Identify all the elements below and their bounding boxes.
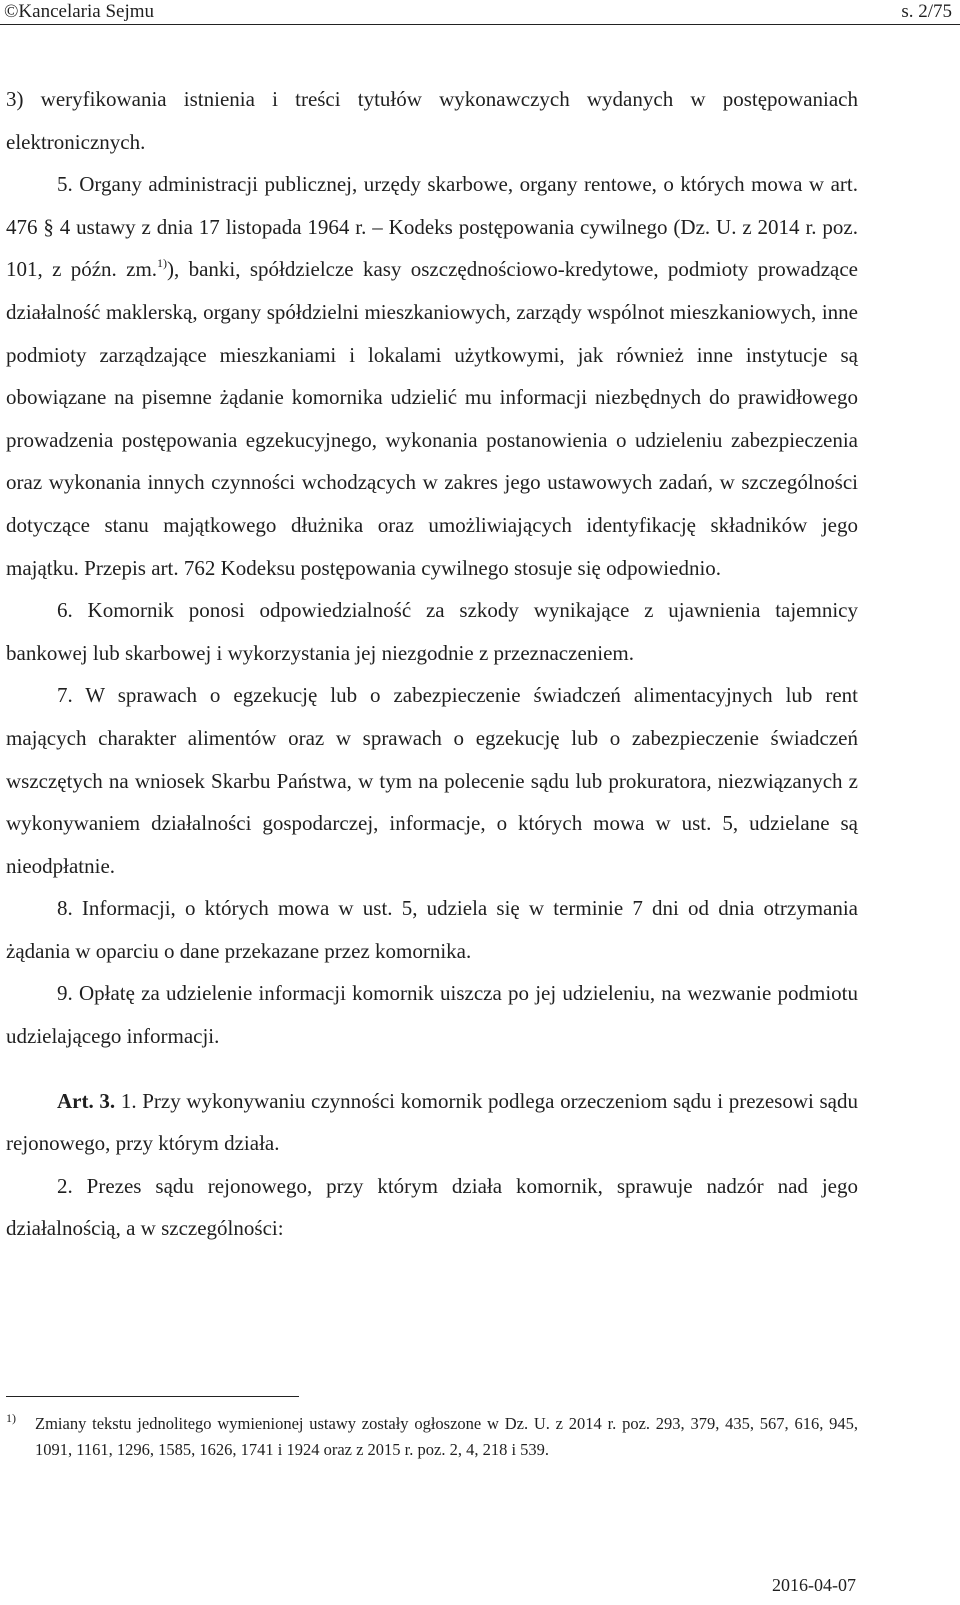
paragraph-5 [6,163,858,589]
footnote [6,1411,858,1463]
publisher-label: ©Kancelaria Sejmu [4,1,155,22]
article-3-paragraph-1 [6,1080,858,1165]
document-date: 2016-04-07 [772,1575,856,1595]
footnote-reference: 1) [157,256,168,271]
paragraph-6: 6. Komornik ponosi odpowiedzialność za szkody wynikające z ujawnienia tajemnicy bankowej lub skarbowej i wykorzystania jej niezgodnie z przeznaczeniem. [6,598,858,665]
article-3-text: 1. Przy wykonywaniu czynności komornik podlega orzeczeniom sądu i prezesowi sądu rejonowego, przy którym działa. [6,1088,858,1156]
paragraph-5-text-a: 5. Organy administracji publicznej, urzędy skarbowe, organy rentowe, o których mowa w art. 476 § 4 ustawy z dnia 17 listopada 1964 r. – Kodeks postępowania cywilnego (Dz. U. z 2014 r. poz. 101, z późn. zm. [6,172,858,282]
footnote-divider [6,1396,299,1397]
paragraph-7: 7. W sprawach o egzekucję lub o zabezpieczenie świadczeń alimentacyjnych lub rent mających charakter alimentów oraz w sprawach o egzekucję lub o zabezpieczenie świadczeń wszczętych na wniosek Skarbu Państwa, w tym na polecenie sądu lub prokuratora, niezwiązanych z wykonywaniem działalności gospodarczej, informacje, o których mowa w ust. 5, udzielane są nieodpłatnie. [6,683,858,878]
page-number: s. 2/75 [901,1,952,22]
paragraph-5-text-b: ), banki, spółdzielcze kasy oszczędnościowo-kredytowe, podmioty prowadzące działalność maklerską, organy spółdzielni mieszkaniowych, zarządy wspólnot mieszkaniowych, inne podmioty zarządzające mieszkaniami i lokalami użytkowymi, jak również inne instytucje są obowiązane na pisemne żądanie komornika udzielić mu informacji niezbędnych do prawidłowego prowadzenia postępowania egzekucyjnego, wykonania postanowienia o udzieleniu zabezpieczenia oraz wykonania innych czynności wchodzących w zakres jego ustawowych zadań, w szczególności dotyczące stanu majątkowego dłużnika oraz umożliwiających identyfikację składników jego majątku. Przepis art. 762 Kodeksu postępowania cywilnego stosuje się odpowiednio. [6,257,859,580]
page-header [0,0,960,26]
paragraph-9: 9. Opłatę za udzielenie informacji komornik uiszcza po jej udzieleniu, na wezwanie podmiotu udzielającego informacji. [6,981,858,1049]
document-body [6,78,858,1250]
paragraph-item-3: 3) weryfikowania istnienia i treści tytułów wykonawczych wydanych w postępowaniach elektronicznych. [6,87,858,154]
header-divider [0,24,960,25]
footnote-text: Zmiany tekstu jednolitego wymienionej ustawy zostały ogłoszone w Dz. U. z 2014 r. poz. 293, 379, 435, 567, 616, 945, 1091, 1161, 1296, 1585, 1626, 1741 i 1924 oraz z 2015 r. poz. 2, 4, 218 i 539. [35,1414,858,1459]
footnote-mark: 1) [6,1411,16,1425]
article-3-paragraph-2: 2. Prezes sądu rejonowego, przy którym działa komornik, sprawuje nadzór nad jego działalnością, a w szczególności: [6,1173,858,1241]
paragraph-8: 8. Informacji, o których mowa w ust. 5, udziela się w terminie 7 dni od dnia otrzymania żądania w oparciu o dane przekazane przez komornika. [6,896,858,963]
article-label: Art. 3. [57,1088,116,1113]
